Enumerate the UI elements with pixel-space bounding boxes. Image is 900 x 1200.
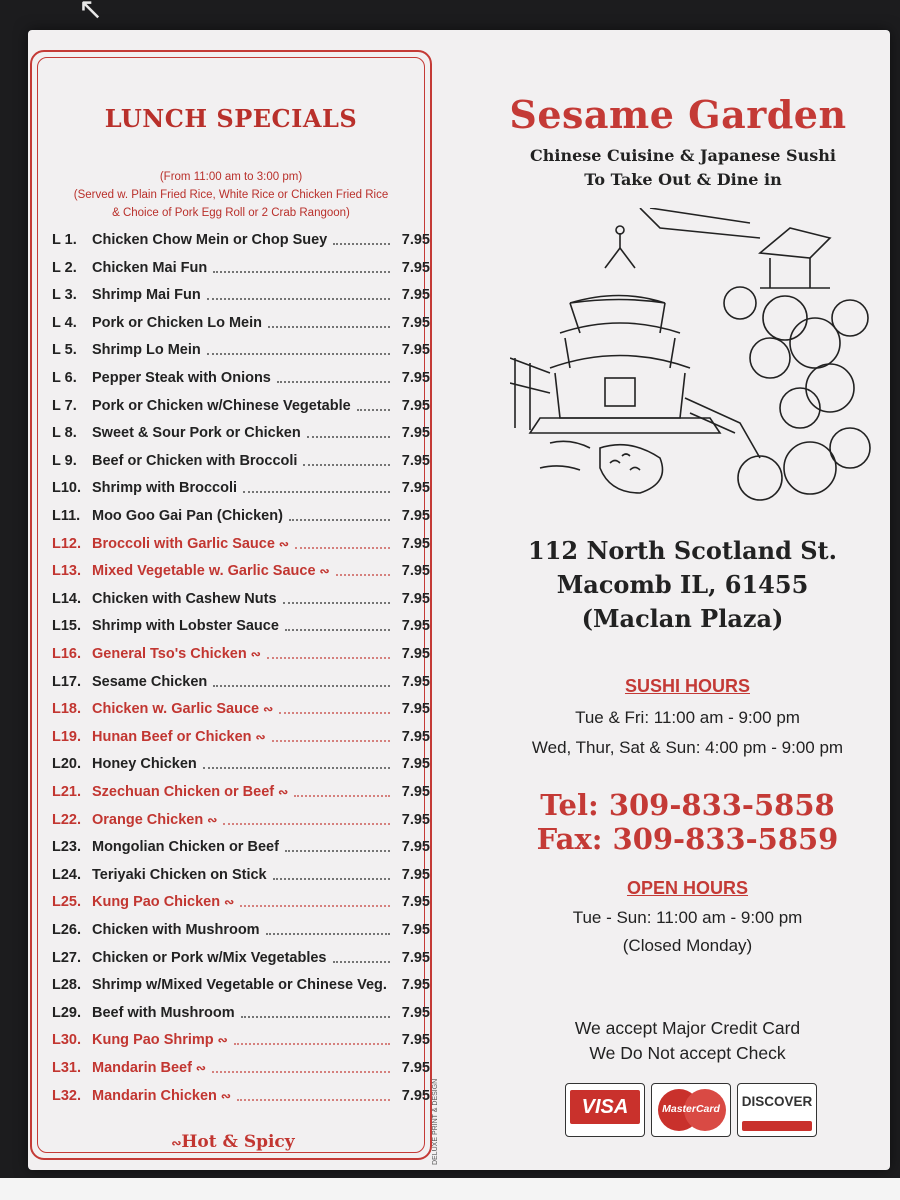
menu-item — [52, 398, 430, 420]
dot-leader — [212, 1071, 390, 1073]
dot-leader — [207, 353, 390, 355]
menu-item-code: L12. — [52, 535, 82, 552]
hot-spicy-note — [32, 1132, 430, 1152]
hot-spicy-icon: ∾ — [207, 812, 218, 827]
mastercard-label: MasterCard — [662, 1103, 720, 1115]
dot-leader — [203, 767, 390, 769]
restaurant-name: Sesame Garden — [509, 92, 847, 137]
menu-item-name: Beef or Chicken with Broccoli — [92, 452, 298, 469]
menu-item-price: 7.95 — [401, 1087, 430, 1104]
dot-leader — [213, 271, 390, 273]
menu-item-name: Chicken with Cashew Nuts — [92, 590, 277, 607]
menu-item-code: L19. — [52, 728, 82, 745]
menu-item-code: L 7. — [52, 397, 77, 414]
menu-item — [52, 839, 430, 861]
menu-item-name: Mandarin Chicken — [92, 1087, 217, 1104]
menu-item-price: 7.95 — [401, 259, 430, 276]
menu-item — [52, 894, 430, 916]
dot-leader — [283, 602, 390, 604]
dot-leader — [267, 657, 390, 659]
menu-item — [52, 701, 430, 723]
menu-item-name: Honey Chicken — [92, 756, 197, 773]
menu-item-code: L16. — [52, 646, 82, 662]
menu-item — [52, 867, 430, 889]
menu-item-code: L29. — [52, 1004, 82, 1021]
menu-item-name: Sesame Chicken — [92, 673, 208, 690]
menu-item — [52, 315, 430, 337]
open-hours-line2: (Closed Monday) — [622, 936, 753, 955]
menu-item-price: 7.95 — [401, 811, 430, 828]
menu-item — [52, 591, 430, 613]
menu-item — [52, 425, 430, 447]
menu-item — [52, 1005, 430, 1027]
payment-cards — [565, 1083, 815, 1139]
restaurant-subtagline: To Take Out & Dine in — [584, 170, 782, 189]
menu-item-name: Chicken w. Garlic Sauce — [92, 701, 260, 718]
menu-item — [52, 342, 430, 364]
menu-item — [52, 756, 430, 778]
menu-item-price: 7.95 — [401, 618, 430, 635]
menu-item-code: L13. — [52, 563, 82, 580]
menu-item — [52, 674, 430, 696]
sushi-hours-heading: SUSHI HOURS — [624, 676, 750, 696]
menu-item-code: L 3. — [52, 287, 77, 304]
menu-item-name: Teriyaki Chicken on Stick — [92, 866, 267, 883]
menu-item-name: Mixed Vegetable w. Garlic Sauce — [92, 563, 316, 580]
menu-item — [52, 370, 430, 392]
menu-item-price: 7.95 — [401, 756, 430, 773]
menu-item — [52, 950, 430, 972]
menu-item — [52, 260, 430, 282]
mastercard-logo-icon — [651, 1083, 731, 1137]
menu-item — [52, 1088, 430, 1110]
dot-leader — [237, 1099, 390, 1101]
menu-item-code: L23. — [52, 839, 82, 856]
menu-item-name: Shrimp with Lobster Sauce — [92, 618, 279, 635]
visa-logo-icon — [565, 1083, 645, 1137]
lunch-specials-box — [30, 50, 432, 1160]
menu-item-code: L 8. — [52, 425, 77, 442]
menu-item-name: Broccoli with Garlic Sauce — [92, 535, 275, 552]
hot-spicy-icon: ∾ — [220, 1088, 231, 1103]
menu-item-name: Kung Pao Shrimp — [92, 1032, 214, 1049]
lunch-specials-title: LUNCH SPECIALS — [104, 104, 358, 133]
menu-item-code: L32. — [52, 1087, 82, 1104]
sushi-hours-line2: Wed, Thur, Sat & Sun: 4:00 pm - 9:00 pm — [531, 738, 844, 757]
dot-leader — [307, 436, 390, 438]
menu-item — [52, 480, 430, 502]
menu-item-code: L18. — [52, 701, 82, 718]
menu-item — [52, 646, 430, 668]
menu-item-price: 7.95 — [401, 922, 430, 938]
menu-item-price: 7.95 — [401, 646, 430, 662]
address-line3: (Maclan Plaza) — [581, 604, 784, 633]
menu-item-price: 7.95 — [401, 397, 430, 414]
served-with-line2: & Choice of Pork Egg Roll or 2 Crab Rangoon) — [112, 207, 350, 219]
dot-leader — [273, 878, 390, 880]
menu-item-name: Kung Pao Chicken — [92, 894, 221, 911]
menu-item-price: 7.95 — [401, 1004, 430, 1021]
menu-item-code: L28. — [52, 977, 82, 994]
dot-leader — [272, 740, 390, 742]
sushi-hours-line1: Tue & Fri: 11:00 am - 9:00 pm — [575, 708, 800, 727]
menu-item-code: L 6. — [52, 370, 77, 386]
menu-item-code: L 9. — [52, 452, 77, 469]
menu-item-price: 7.95 — [401, 535, 430, 552]
menu-item-name: Szechuan Chicken or Beef — [92, 784, 275, 800]
menu-item-name: Chicken or Pork w/Mix Vegetables — [92, 949, 327, 966]
dot-leader — [223, 823, 390, 825]
telephone-number: Tel: 309-833-5858 — [540, 788, 835, 822]
menu-item-code: L25. — [52, 894, 82, 911]
dot-leader — [241, 1016, 390, 1018]
restaurant-tagline: Chinese Cuisine & Japanese Sushi — [530, 146, 836, 165]
menu-item-price: 7.95 — [401, 480, 430, 497]
menu-item — [52, 536, 430, 558]
menu-item — [52, 508, 430, 530]
menu-item-code: L20. — [52, 756, 82, 773]
dot-leader — [336, 574, 390, 576]
menu-item-price: 7.95 — [401, 701, 430, 718]
hot-spicy-icon: ∾ — [319, 564, 330, 579]
menu-item — [52, 812, 430, 834]
menu-item-name: Shrimp w/Mixed Vegetable or Chinese Veg. — [92, 977, 387, 994]
discover-label: DISCOVER — [741, 1094, 813, 1109]
dot-leader — [357, 409, 390, 411]
menu-item-code: L 5. — [52, 342, 77, 359]
menu-item-price: 7.95 — [401, 287, 430, 304]
menu-item-price: 7.95 — [401, 1060, 430, 1076]
menu-item-code: L31. — [52, 1060, 82, 1076]
dot-leader — [266, 933, 390, 935]
menu-item-code: L11. — [52, 508, 81, 524]
menu-item — [52, 563, 430, 585]
hot-spicy-icon: ∾ — [195, 1061, 206, 1075]
dot-leader — [285, 629, 390, 631]
dot-leader — [277, 381, 390, 383]
menu-item-name: Chicken Mai Fun — [92, 259, 208, 276]
menu-item — [52, 618, 430, 640]
menu-item-name: Beef with Mushroom — [92, 1004, 235, 1021]
hot-spicy-icon: ∾ — [263, 702, 274, 717]
menu-item-name: Pepper Steak with Onions — [92, 370, 271, 386]
menu-item-name: Mongolian Chicken or Beef — [92, 839, 279, 856]
menu-item-code: L22. — [52, 811, 82, 828]
menu-item-price: 7.95 — [401, 728, 430, 745]
menu-item — [52, 1032, 430, 1054]
dot-leader — [213, 685, 390, 687]
corner-arrow-icon: ↖ — [78, 0, 104, 26]
dot-leader — [295, 547, 390, 549]
dot-leader — [285, 850, 390, 852]
dot-leader — [240, 905, 390, 907]
printer-credit — [432, 930, 448, 1170]
menu-item-code: L26. — [52, 922, 82, 938]
served-with-line1: (Served w. Plain Fried Rice, White Rice or Chicken Fried Rice — [73, 189, 389, 201]
menu-item-code: L14. — [52, 590, 82, 607]
hot-spicy-icon: ∾ — [278, 785, 289, 799]
printer-credit-text: DELUXE PRINT & DESIGN — [432, 1078, 439, 1165]
hot-spicy-icon: ∾ — [255, 729, 266, 744]
menu-item-name: Shrimp Mai Fun — [92, 287, 201, 304]
menu-item-name: Sweet & Sour Pork or Chicken — [92, 425, 301, 442]
dot-leader — [303, 464, 390, 466]
discover-logo-icon — [737, 1083, 817, 1137]
dot-leader — [279, 712, 390, 714]
menu-page — [28, 30, 890, 1170]
menu-item-price: 7.95 — [401, 370, 430, 386]
menu-item-price: 7.95 — [401, 977, 430, 994]
menu-item-code: L30. — [52, 1032, 82, 1049]
credit-card-accepted: We accept Major Credit Card — [574, 1018, 801, 1038]
hot-spicy-label: Hot & Spicy — [181, 1132, 295, 1152]
menu-item-name: Chicken with Mushroom — [92, 922, 260, 938]
menu-item-price: 7.95 — [401, 673, 430, 690]
address-line1: 112 North Scotland St. — [528, 536, 837, 565]
dot-leader — [333, 243, 390, 245]
menu-item — [52, 1060, 430, 1082]
dot-leader — [268, 326, 390, 328]
menu-item — [52, 729, 430, 751]
open-hours-line1: Tue - Sun: 11:00 am - 9:00 pm — [572, 908, 803, 927]
menu-item-price: 7.95 — [401, 508, 430, 524]
menu-item-code: L24. — [52, 866, 82, 883]
menu-item-name: Chicken Chow Mein or Chop Suey — [92, 232, 328, 248]
menu-item-price: 7.95 — [401, 563, 430, 580]
menu-item-name: Pork or Chicken w/Chinese Vegetable — [92, 397, 351, 414]
menu-item-price: 7.95 — [401, 342, 430, 359]
menu-item-code: L 1. — [52, 232, 77, 248]
menu-item — [52, 784, 430, 806]
menu-item-price: 7.95 — [401, 894, 430, 911]
menu-item-price: 7.95 — [401, 866, 430, 883]
menu-item — [52, 287, 430, 309]
menu-item-name: Shrimp Lo Mein — [92, 342, 201, 359]
menu-item-code: L15. — [52, 618, 82, 635]
hot-spicy-icon: ∾ — [217, 1033, 228, 1048]
dot-leader — [289, 519, 390, 521]
menu-item-code: L 4. — [52, 314, 77, 331]
menu-item-name: Mandarin Beef — [92, 1060, 192, 1076]
address-line2: Macomb IL, 61455 — [556, 570, 809, 599]
check-not-accepted: We Do Not accept Check — [589, 1043, 786, 1063]
hot-spicy-icon: ∾ — [224, 895, 235, 910]
dot-leader — [243, 491, 390, 493]
dot-leader — [234, 1043, 390, 1045]
menu-item-price: 7.95 — [401, 784, 430, 800]
hot-spicy-icon: ∾ — [250, 647, 261, 661]
hot-spicy-icon: ∾ — [278, 536, 289, 551]
dot-leader — [207, 298, 390, 300]
menu-item-price: 7.95 — [401, 590, 430, 607]
menu-item — [52, 453, 430, 475]
menu-item-name: Moo Goo Gai Pan (Chicken) — [92, 508, 283, 524]
menu-item-price: 7.95 — [401, 839, 430, 856]
menu-item-code: L 2. — [52, 259, 77, 276]
fax-number: Fax: 309-833-5859 — [536, 822, 839, 856]
menu-item-price: 7.95 — [401, 425, 430, 442]
chili-icon: ∾ — [171, 1136, 182, 1150]
menu-item-code: L10. — [52, 480, 82, 497]
pagoda-illustration — [510, 208, 880, 523]
bottom-strip — [0, 1178, 900, 1200]
menu-item-price: 7.95 — [401, 452, 430, 469]
menu-item — [52, 922, 430, 944]
menu-item-code: L21. — [52, 784, 82, 800]
menu-item-name: Hunan Beef or Chicken — [92, 728, 252, 745]
dot-leader — [294, 795, 390, 797]
menu-item-price: 7.95 — [401, 1032, 430, 1049]
menu-item-price: 7.95 — [401, 232, 430, 248]
menu-item-price: 7.95 — [401, 314, 430, 331]
menu-item-code: L17. — [52, 673, 82, 690]
lunch-hours: (From 11:00 am to 3:00 pm) — [159, 171, 303, 183]
menu-item-name: Orange Chicken — [92, 811, 204, 828]
menu-item-name: Pork or Chicken Lo Mein — [92, 314, 262, 331]
dot-leader — [333, 961, 390, 963]
menu-item — [52, 232, 430, 254]
menu-item-name: General Tso's Chicken — [92, 646, 247, 662]
menu-item — [52, 977, 430, 999]
menu-item-name: Shrimp with Broccoli — [92, 480, 238, 497]
open-hours-heading: OPEN HOURS — [626, 878, 749, 898]
menu-item-price: 7.95 — [401, 949, 430, 966]
menu-item-code: L27. — [52, 949, 82, 966]
visa-label: VISA — [581, 1096, 629, 1118]
